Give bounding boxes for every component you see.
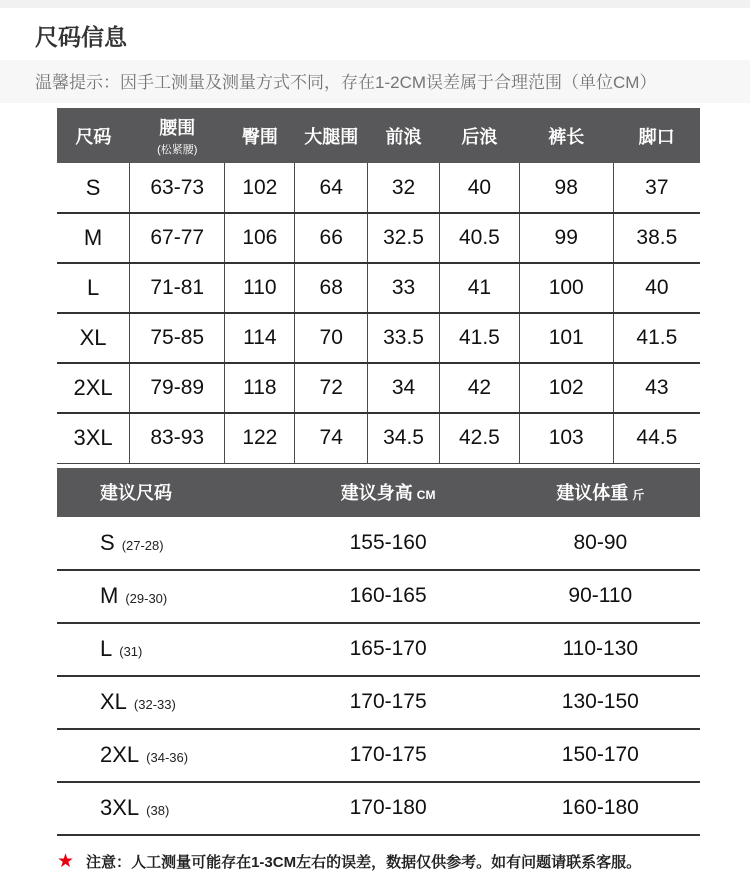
waist-inch-range: (27-28) bbox=[121, 537, 164, 553]
size-label: M bbox=[100, 583, 119, 608]
height-cell: 170-175 bbox=[276, 676, 501, 729]
size-info-section bbox=[57, 108, 700, 836]
column-header-size: 尺码 bbox=[57, 108, 130, 163]
column-header-waist: 腰围 (松紧腰) bbox=[130, 108, 225, 163]
size-cell: S bbox=[85, 174, 101, 200]
weight-cell: 80-90 bbox=[573, 530, 628, 554]
value-cell: 32 bbox=[368, 163, 440, 213]
value-cell: 33 bbox=[368, 263, 440, 313]
table-row bbox=[57, 363, 700, 413]
value-cell: 40.5 bbox=[440, 213, 520, 263]
value-cell: 37 bbox=[613, 163, 700, 213]
value-cell: 40 bbox=[613, 263, 700, 313]
size-cell bbox=[57, 782, 276, 835]
value-cell: 67-77 bbox=[130, 213, 225, 263]
waist-inch-range: (32-33) bbox=[133, 697, 176, 712]
value-cell: 102 bbox=[519, 363, 613, 413]
column-header-thigh: 大腿围 bbox=[295, 108, 368, 163]
column-header-suggest-weight: 建议体重 斤 bbox=[501, 468, 700, 517]
value-cell: 75-85 bbox=[130, 313, 225, 363]
page-top-strip bbox=[0, 0, 750, 8]
waist-subnote: (松紧腰) bbox=[157, 144, 198, 156]
weight-cell: 160-180 bbox=[501, 782, 700, 835]
height-cell: 170-175 bbox=[276, 729, 501, 782]
height-cell: 165-170 bbox=[276, 623, 501, 676]
table-row bbox=[57, 413, 700, 463]
value-cell: 64 bbox=[295, 163, 368, 213]
size-cell bbox=[57, 570, 276, 623]
table-row bbox=[57, 263, 700, 313]
value-cell: 71-81 bbox=[130, 263, 225, 313]
column-header-suggest-height: 建议身高 CM bbox=[276, 468, 501, 517]
height-cell: 170-180 bbox=[276, 782, 501, 835]
waist-inch-range: (34-36) bbox=[146, 750, 189, 765]
value-cell: 44.5 bbox=[613, 413, 700, 463]
column-header-hip: 臀围 bbox=[225, 108, 295, 163]
value-cell: 42.5 bbox=[440, 413, 520, 463]
value-cell: 72 bbox=[295, 363, 368, 413]
height-cell: 155-160 bbox=[349, 530, 427, 554]
size-cell bbox=[57, 623, 276, 676]
table-row bbox=[57, 570, 700, 623]
table-row bbox=[57, 313, 700, 363]
table-row bbox=[57, 729, 700, 782]
table-row bbox=[57, 676, 700, 729]
table-row bbox=[57, 623, 700, 676]
size-cell bbox=[57, 729, 276, 782]
size-cell: M bbox=[57, 213, 130, 263]
height-cell: 160-165 bbox=[276, 570, 501, 623]
weight-cell: 130-150 bbox=[501, 676, 700, 729]
value-cell: 40 bbox=[440, 163, 520, 213]
value-cell: 38.5 bbox=[613, 213, 700, 263]
weight-cell: 110-130 bbox=[501, 623, 700, 676]
size-cell bbox=[57, 517, 276, 570]
value-cell: 68 bbox=[295, 263, 368, 313]
column-header-suggest-size: 建议尺码 bbox=[57, 468, 276, 517]
size-label: S bbox=[100, 529, 115, 555]
column-header-back-rise: 后浪 bbox=[440, 108, 520, 163]
page-title: 尺码信息 bbox=[35, 24, 127, 50]
height-unit-label: CM bbox=[416, 488, 436, 502]
size-cell: XL bbox=[57, 313, 130, 363]
column-header-leg-opening: 脚口 bbox=[613, 108, 700, 163]
size-cell: L bbox=[57, 263, 130, 313]
size-label: L bbox=[100, 636, 113, 661]
waist-inch-range: (31) bbox=[119, 644, 143, 659]
value-cell: 34 bbox=[368, 363, 440, 413]
value-cell: 33.5 bbox=[368, 313, 440, 363]
value-cell: 110 bbox=[225, 263, 295, 313]
suggest-table-body bbox=[57, 517, 700, 835]
caution-note-text: 注意：人工测量可能存在1-3CM左右的误差，数据仅供参考。如有问题请联系客服。 bbox=[86, 853, 642, 871]
value-cell: 66 bbox=[295, 213, 368, 263]
value-cell: 102 bbox=[225, 163, 295, 213]
value-cell: 63-73 bbox=[130, 163, 225, 213]
table-row bbox=[57, 782, 700, 835]
waist-inch-range: (38) bbox=[146, 803, 170, 818]
size-suggestion-table bbox=[57, 468, 700, 836]
value-cell: 114 bbox=[225, 313, 295, 363]
size-label: 3XL bbox=[100, 795, 140, 820]
star-icon: ★ bbox=[57, 850, 75, 872]
value-cell: 118 bbox=[225, 363, 295, 413]
value-cell: 101 bbox=[519, 313, 613, 363]
value-cell: 103 bbox=[519, 413, 613, 463]
value-cell: 42 bbox=[440, 363, 520, 413]
size-label: XL bbox=[100, 689, 127, 714]
value-cell: 98 bbox=[519, 163, 613, 213]
value-cell: 41.5 bbox=[440, 313, 520, 363]
suggest-table-header-row bbox=[57, 468, 700, 517]
value-cell: 74 bbox=[295, 413, 368, 463]
value-cell: 41.5 bbox=[613, 313, 700, 363]
size-measurement-table bbox=[57, 108, 700, 464]
value-cell: 34.5 bbox=[368, 413, 440, 463]
value-cell: 122 bbox=[225, 413, 295, 463]
value-cell: 100 bbox=[519, 263, 613, 313]
weight-cell: 90-110 bbox=[501, 570, 700, 623]
weight-cell: 150-170 bbox=[501, 729, 700, 782]
column-header-front-rise: 前浪 bbox=[368, 108, 440, 163]
table-row bbox=[57, 517, 700, 570]
weight-unit-label: 斤 bbox=[632, 488, 645, 502]
column-header-pants-length: 裤长 bbox=[519, 108, 613, 163]
value-cell: 70 bbox=[295, 313, 368, 363]
caution-note bbox=[57, 850, 750, 873]
value-cell: 99 bbox=[519, 213, 613, 263]
size-table-header-row bbox=[57, 108, 700, 163]
value-cell: 79-89 bbox=[130, 363, 225, 413]
size-cell: 2XL bbox=[57, 363, 130, 413]
measurement-tip: 温馨提示：因手工测量及测量方式不同，存在1-2CM误差属于合理范围（单位CM） bbox=[0, 60, 750, 103]
size-cell: 3XL bbox=[57, 413, 130, 463]
value-cell: 32.5 bbox=[368, 213, 440, 263]
value-cell: 43 bbox=[613, 363, 700, 413]
value-cell: 83-93 bbox=[130, 413, 225, 463]
value-cell: 41 bbox=[440, 263, 520, 313]
table-row bbox=[57, 213, 700, 263]
waist-inch-range: (29-30) bbox=[125, 591, 168, 606]
table-row bbox=[57, 163, 700, 213]
value-cell: 106 bbox=[225, 213, 295, 263]
size-table-body bbox=[57, 163, 700, 463]
size-cell bbox=[57, 676, 276, 729]
size-label: 2XL bbox=[100, 742, 140, 767]
